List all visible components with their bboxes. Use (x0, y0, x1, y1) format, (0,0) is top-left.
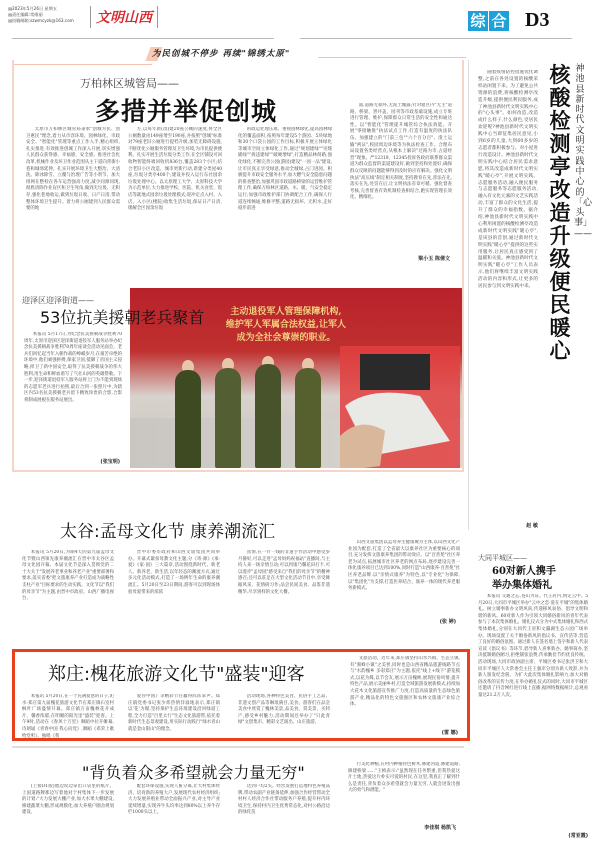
photographer-figure (340, 346, 460, 468)
article-headline: 多措并举促创城 (95, 97, 278, 126)
article-byline: (雷 娜) (441, 730, 458, 736)
veteran-figure (295, 368, 321, 468)
article-column: 本报讯 5月20日,为期4天的第九届孟母文化节暨山西领先康养潮流汇在晋中市太谷区孟母文化园开幕。本届文化节是深入贯彻党的二十大关于"发展养老事业和养老产业"重要部署和要求,落实省委"把文旅康养产业打造成为战略性支柱产业"目标要求的生动实践。文化节以"我们的母亲节"为主题,由晋中市政府、山西广播电视台、 (22, 550, 114, 602)
issue-editor: ▤责任编辑:常维丽 (8, 12, 43, 17)
article-kicker: 迎泽区迎泽街道—— (22, 296, 94, 305)
issue-date: ▤2023年5月26日 星期五 (8, 6, 58, 11)
masthead-divider (12, 38, 274, 39)
article-column: (上接D1版)他边说边拿出口袋里的纸片。上国道路牌那边写着他对于村集体下一步发展的计划:"大力发展大棚产业,加大水果大棚建设,修建蔬菜大棚,形成规模化;加大养殖户圈舍规划建设, (22, 784, 114, 816)
article-column: 太原市万柏林区城管局秉承"创城为民、创卫惠民"理念,着力从市容环境、园林绿化、市政安全、"智能化"管理等重点工作入手,精心组织,扎实推进,有效推进创城工作深入开展,切实增强人民群众获得感、幸福感、安全感。推进社会化改革,机械作业及环卫作业范围从主干道向背街小巷和城郊延伸。扎实开展环境卫生大整治、大清洗、除冰除雪、立覆与治理广告等小剂节。加大排网在整栓在各车运营强高力度,减少同源同现,彻底清除作业盲区和卫生死角,做到无垃圾、无积存,强化巷地收运,做到垃圾日收、日产日清,带动整体环境卫生提升。着力将公厕建到人民群众需要的地 (26, 127, 120, 212)
veteran-figure (175, 370, 201, 468)
issue-email: ▤投稿邮箱:szwmcyzk@163.com (8, 18, 74, 23)
article-column: 文旅活动。近年来,郑庄镇坚持山水兴镇、生态立镇,有"蜜蜂小镇"之美誉,同时也是山西省精品旅游线路节点与"水韵槐乡 多彩郑庄"为主题,依托"线上+线下"游览模式,以花为媒,以节会友,展示万亩槐林,展现民俗风情,提升特色产品,展示美丽乡村,打造全域旅游发展新模式,持续加大花木文化旅游宣传推广力度,打造高质量的生态绿色旅游产业,精品化的特色文旅强区和农林文旅康产业综合体。 (350, 656, 460, 708)
masthead-logo: 文明山西 (96, 10, 152, 26)
article-headline: 60对新人携手 (492, 566, 556, 577)
article-subtitle: 神池县新时代文明实践中心的「心头事」—— (574, 64, 593, 239)
article-column: 本报讯 交通之忘,苍山为证。代王府内,情定云中。5月20日,大同市平城区举办"云中之恋·爱在平城"的集体婚礼。树立婚事新办文明风尚,传递移风易俗、倡导文明和谐的新风。60对新人作为引领大同婚俗新风的青年代表参与了本次集体婚礼。婚礼仪式分为中式集体婚礼和西式集体婚礼,分别在大同代王府和文瀛湖生态公园广场举办。现场设置了关于婚俗新风的倡议书、宣传活等,营造了良好的婚俗氛围。通过新人在签名墙上签字和新人代表宣读《倡议书》等环节,倡导新人喜事新办、婚事简办,坚决抵制婚俗陋习,拒绝铺张浪费,传承勤俭节约优良传统。活动现场,大同市政协副主席、平城区委书记张洪卫和大同市平城区人大常委会主任王强庠分别为新人致辞,并为新人颁发纪念册。为扩大此次集体婚礼影响力,加大对婚俗改革的宣传力度,在举办婚礼仪式的同时,大同市平城区还邀请了抖音网红进行线上直播,据网络数据统计,总观看量达21.2万人次。 (478, 594, 588, 698)
article-column: 随着疫情防控措施优化调整,之前在各处设置的核酸采样站闲置下来。为了避免公共资源的浪费,将核酸检测亭改造升级,提供便民利民服务,成了神池县新时代文明实践中心的"心头事"。如何改造,改造成什么样子,什么颜色,受居民欢迎呢?神池县新时代文明实践中心当即征集居民意见,小到6岁的儿童,大到60多岁的志愿者都积极参与。对小屋进行改造设计。神池县新时代文明实践中心结合居民需求意愿,将其改造成新时代文明实践"暖心亭",开展文明实践、志愿服务活动,融入便民服务与志愿服务等志愿服务活动,融入有文化元素的文艺实践活动,丰富了群众的文化生活,提升了群众的幸福指数。据介绍,神池县新时代文明实践中心利用闲置的核酸检测亭改造成新时代文明实践"暖心亭",是该县的首创,通过新时代文明实践"暖心亭"提供的这些实用服务,让居民真正感受到了温暖和关爱。神池县新时代文明实践"暖心亭"工作人员表示,他们将继续丰富文明实践活动的内容和形式,让更多的居民参与到文明实践中来。 (478, 70, 538, 290)
article-column: 本报讯 5月20日,在一个充满爱意的日子,沁水·郑庄第九届槐花旅游文化节在郑庄镇石室村枫叶广场盛情开幕。郑庄镇万亩槐林花开成片、馨香浓郁,在明媚的阳光里"盛装"迎客。上午9时,活动在《春风十万里》舞蹈中拉开帷幕,诗朗诵《青春中国 我心向党》,舞蹈《邓荣上歌给党听》、独唱《我 (22, 694, 114, 738)
masthead-logo-frame (90, 6, 158, 28)
article-byline: 赵 敏 (526, 523, 538, 529)
veteran-figure (255, 364, 281, 468)
photo-banner-text: 主动退役军人管理保障机构, 维护军人军属合法权益,让军人 成为全社会尊崇的职业。 (225, 307, 347, 343)
veteran-figure (215, 368, 241, 468)
article-byline: 梁小玉 陈倩文 (418, 256, 450, 262)
article-column: 晋中市委市政府和山西文旅集团共同举办。开幕式紧扣母教文化主题,分《寄·源》《承·爱》《家·国》三大篇章,活动围绕新时代、新老人、新养老、新生活,以年轻态的潮流方式,通过多元化活动模式,打造了一场例年生命的康养潮流汇。5月20日至23日期间,游客可以到现场体验母爱带来的浓浓 (128, 550, 220, 595)
article-kicker: 大同平城区—— (478, 554, 527, 562)
article-headline: 举办集体婚礼 (492, 580, 552, 591)
article-column: 本报讯 5月17日,为纪念抗美援朝战争胜利70周年,太原市迎泽区迎泽街道退役军人服务站举办纪念抗美援朝战争胜利70周年座谈会活动见面会。老兵们回忆起当年入朝作战的峥嵘岁月,在艰苦卓绝的环境中,他们顽强拼搏,保家卫国,抵御了帝国主义侵略,捍卫了新中国安全,取得了抗美援朝战争的伟大胜利,用生命和鲜血谱写了气壮山河的英雄赞歌。下一步,迎泽街道退役军人服务站将上门为不能到现场的志愿军老兵进行拍照,最后合到一张照片中,为辖区内53名抗美援朝老兵留下精致珍贵的合影,合影将制成展板在服务站展出。 (24, 332, 122, 403)
article-kicker: 万柏林区城管局—— (80, 77, 179, 90)
article-column: 行美化种植,在村内种植特色树木,修建河道,修建道路,修建桥梁……"王桢表示:"虽然现在任务繁重,但我热爱这片土地,热爱这片朴实可爱的村民,在这里,我真正了解到什么是责任,背负着众多希望就会力量无穷,人就会迸发出强大的勇气和潜能。" (348, 762, 460, 794)
article-byline: (张 婷) (439, 619, 456, 625)
article-byline: (张宝明) (100, 459, 120, 465)
article-column: 达到户均2头。经营发展打造地特色养殖品牌,带动农副产业链条延伸,加强合作经营带动全村村人经济合作社带动服务户养殖,提升村内环境卫生,保持村内卫生优秀常态化,对村公路沿边的绿化苗 (238, 784, 330, 816)
article-headline: "背负着众多希望就会力量无穷" (82, 763, 305, 782)
article-column: 配套环保设施,实现人畜分离,让大村集体经济、培育新的养殖大户,发展现代农村经济组织;大力发展养殖业带动全面振兴产业,对主导产业延续增量,实现养牛头均率达到80%以上养牛存栏1000头以上。 (128, 784, 220, 816)
article-column: 活动现场,各种特色美食、民俗手工艺品、非遗文创产品等琳琅满目,美食、游客们在品尝美食中欣赏了槐林美景,品美食、赏美景、买特产,感受乡村魅力,活动期间还举办了"只此青绿"文创集市、精彩文艺演出、山庄旅游。 (238, 694, 330, 726)
article-column: 山西文旅集团以孟母养生健康城为主体,以山西文化产业园为配套,打造了全省最大以康养社区为重要核心的项目,充分发挥文旅康养集团的带动效应。以"百善苑"社区养老为试点,拓展城市社区养老的网点布局,逐步建设完善一体化康养项目已达到100%,同时打造"山西康养·百善苑"社区养老品牌,以"亲情式康养"为特色,以"专业化"为保障,以"集团化"为支撑,打造医养结合、康养一体的现代养老服务新模式。 (348, 540, 460, 592)
article-column: 的政运处理压难。重视园林绿化,提高园林绿化的覆盖面积,按照每年建设5个游园、5块绿地和30个口袋公园的工作目标,积极开展立体绿化等城市空间立体绿化工作,通过"规划建绿""见缝插绿""拆违建绿""破硬增绿",打造精品林荫路,强化绿化,不断完善公园(游园)建设"一园一品"建设,让市民真正享受绿意,推动全城绿,占门进园。积极提升市政安全服务水平,加大燃气安全隐患问题的排查整治,加强巩固市政道路桥梁的运营维护管理工作,确保万柏林区道路、水、暖、气安全稳定运行;加强市政维护部门协调配合工作,确保人行道连续畅通,维修平整,道路无损坏、无积水,走好稳步前进 (238, 127, 332, 212)
page-number: D3 (525, 9, 550, 31)
article-headline: 53位抗美援朝老兵聚首 (40, 308, 205, 327)
section-char: 合 (489, 11, 509, 31)
masthead-divider (300, 38, 572, 39)
article-column: 真情,在一针一线的非遗手作活动中感受岁月静好,可以走进"孟母妈妈祝福站"直播间,与主持人来一场亲情互动;可以到康乃馨花田打卡,可以漫步"孟母园"感受来自"我们的母亲节"的精神感召;还可以驻足在大型文化活动节目中,享受舞蹈风采、花情研习作;品尝民间美食、品鉴非遗精华,尽享别样的文化大餐。 (238, 550, 330, 595)
article-column: 爱你中国》等精彩节目赢得阵阵掌声。郑庄镇党委书记张少炜热情洋溢地表示,郑庄镇以'花'为媒,坚持保护生态环境建设沿河绿道工程,全力打造"百里太行"生态文化旅游带,依托着新时代生态景观建设,用实际行动践行"绿水青山就是金山银山"的理念。 (128, 694, 220, 732)
section-divider (12, 746, 464, 748)
section-badge (468, 11, 509, 31)
column-divider (468, 60, 469, 530)
article-column: 方,以每年新(改)建20座公厕的速度,将全区公厕数量由149座增至190座,并按照"创城"标准对79座老旧公厕进行提档升级,加装无障碍设施,不断优化公厕服务管理及卫生环境,为市民提供便利。扎实开展生活垃圾分类工作,在全区铺设可回收物智能终端回收机836台,覆盖283个小区;结合老旧小区改造、城市更新行动,新建分类屋40座,垃圾分类亭400个;建设并投入运行东社园余垃圾处理中心。以太原理工大学、太原科技大学为示范单位,大力推进学校、医院、机关食堂、饭店等就地式园余垃圾处理模式;迎冲定点入村、入店、入小区(楼院)收集生活垃圾,保证日产日清,缓解全区园余垃圾 (128, 127, 222, 212)
article-column: 面,道路无损坏,无泥土覆露;针对辖区内"无主"道路、桥梁、窨井盖、园刊等市政基础设施,成立专班进行管理、维护,保障群众日常生活的安全性和通达性。以"智能化"管理提升城管综合执法效能。开展"零接触推"执法试点工作,打造有温度的执法队伍。加强建立的"门前三包""六个百分百"、渣土运输"两证",校园周边环境等为执法检查工作。合理布局设置各类经营点,从根本上解决"过路为市,占道经营"现象。严12319、12345投诉各政府联系群众渠道为群众监督的渠道建设好,做到坚持和处置好,确保群众反映的问题能够得到及时的应有解决。强化文明执法"高压线"制定相关制度,坚持教育在先,普法在先,落实在先,处罚在后,让文明执法有章可循。强化督查考核,完善督查有效机制检查相结合,跑实现管理长效化、精细化。 (350, 103, 452, 201)
article-headline: 太谷:孟母文化节 康养潮流汇 (60, 522, 276, 542)
issue-meta (8, 6, 74, 24)
article-headline: 郑庄:槐花旅游文化节"盛装"迎客 (48, 664, 305, 685)
article-byline: (常亚霞) (568, 833, 588, 839)
slogan-rule (318, 57, 466, 58)
article-byline: 李佳琪 杨凯飞 (424, 825, 456, 831)
article-headline: 核酸检测亭改造升级便民暖心 (549, 63, 571, 363)
section-char: 综 (468, 11, 488, 31)
slogan-banner: 为民创城不停步 再续"锦绣太原" (152, 49, 291, 59)
